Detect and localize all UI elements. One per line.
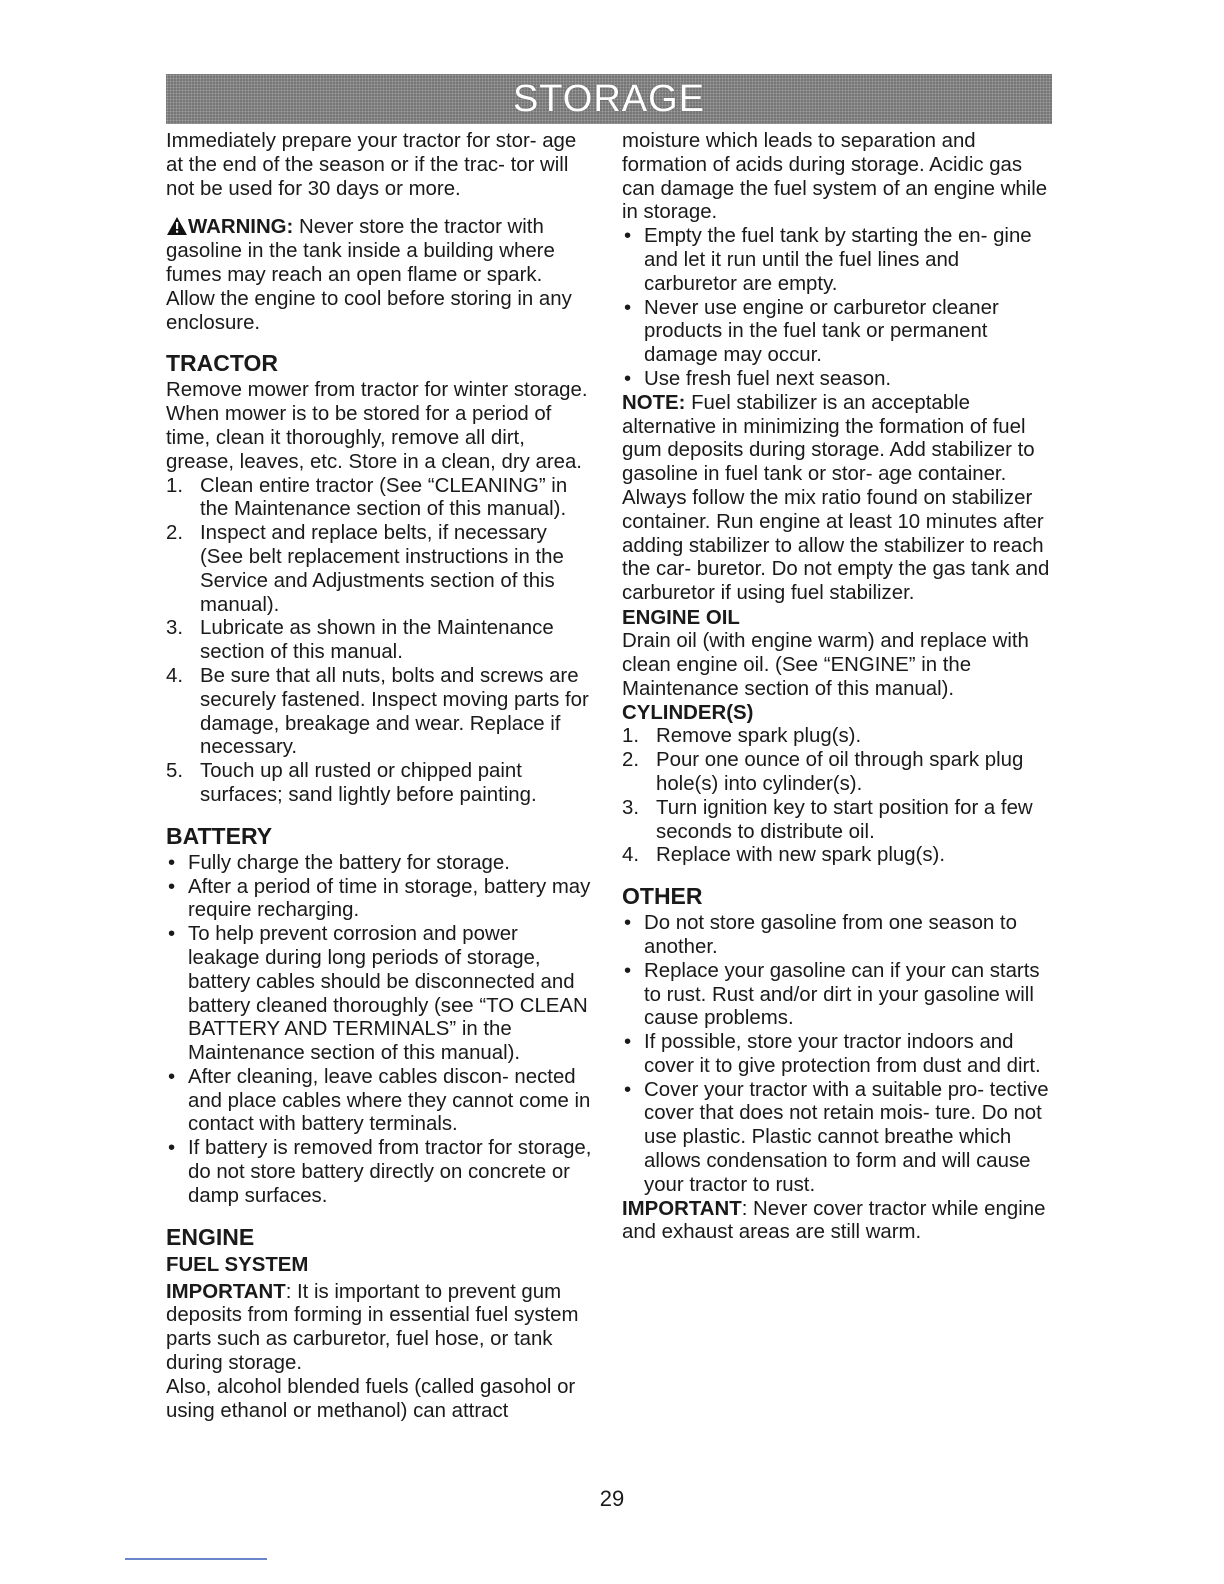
list-item: • If possible, store your tractor indoors and cover it to give protection from dust and dirt. <box>624 1031 1041 1077</box>
warning-block <box>166 213 594 335</box>
page-title: STORAGE <box>512 77 706 120</box>
intro-text: Immediately prepare your tractor for stor- age at the end of the season or if the trac- tor will not be used for 30 days or more. <box>166 130 577 200</box>
important-label: IMPORTANT <box>166 1280 286 1303</box>
tractor-heading: TRACTOR <box>166 350 279 377</box>
bottom-rule <box>125 1558 267 1560</box>
list-item: 1. Clean entire tractor (See “CLEANING” in the Maintenance section of this manual). <box>166 474 568 521</box>
note-text: Fuel stabilizer is an acceptable alternative in minimizing the formation of fuel gum deposits during storage. Add stabilizer to gasoline in fuel tank or stor- age container. Always follow the mix ratio found on stabilizer container. Run engine at least 10 minutes after adding stabilizer to allow the stabilizer to reach the car- buretor. Do not empty the gas tank and carburetor if using fuel stabilizer. <box>622 391 1050 605</box>
bullet-icon: • <box>624 367 632 390</box>
list-item: 4. Be sure that all nuts, bolts and screws are securely fastened. Inspect moving parts for damage, breakage and wear. Replace if necessary. <box>166 664 589 759</box>
list-item: • Fully charge the battery for storage. <box>168 851 510 874</box>
battery-list <box>166 852 594 1209</box>
list-item: • Empty the fuel tank by starting the en- gine and let it run until the fuel lines and carburetor are empty. <box>624 225 1032 295</box>
important-paragraph <box>166 1281 594 1376</box>
engine-oil-text: Drain oil (with engine warm) and replace with clean engine oil. (See “ENGINE” in the Maintenance section of this manual). <box>622 629 1029 700</box>
list-item: • Use fresh fuel next season. <box>624 367 892 390</box>
page-number: 29 <box>599 1486 625 1511</box>
engine-oil-heading: ENGINE OIL <box>622 606 740 629</box>
tractor-text: Remove mower from tractor for winter storage. When mower is to be stored for a period of time, clean it thoroughly, remove all dirt, grease, leaves, etc. Store in a clean, dry area. <box>166 379 588 473</box>
list-item: 1. Remove spark plug(s). <box>622 725 862 748</box>
important2-label: IMPORTANT <box>622 1197 742 1220</box>
fuel-list <box>622 225 1052 392</box>
bullet-icon: • <box>624 296 632 319</box>
list-item: 4. Replace with new spark plug(s). <box>622 844 945 867</box>
left-column <box>166 130 594 1423</box>
right-column <box>622 130 1052 1245</box>
bullet-icon: • <box>624 959 632 982</box>
list-item: • Cover your tractor with a suitable pro- tective cover that does not retain mois- ture. Do not use plastic. Plastic cannot breathe which allows condensation to form and will cause your tractor to rust. <box>624 1078 1049 1196</box>
note-paragraph <box>622 392 1052 606</box>
battery-heading: BATTERY <box>166 822 273 849</box>
cylinders-heading: CYLINDER(S) <box>622 702 754 725</box>
engine-heading: ENGINE <box>166 1223 255 1250</box>
bullet-icon: • <box>624 912 632 935</box>
storage-banner <box>166 74 1052 124</box>
important-text: : It is important to prevent gum deposits from forming in essential fuel system parts such as carburetor, fuel hose, or tank during storage. <box>166 1280 579 1375</box>
warning-text: Never store the tractor with gasoline in the tank inside a building where fumes may reach an open flame or spark. Allow the engine to cool before storing in any enclosure. <box>166 216 572 334</box>
list-item: 2. Pour one ounce of oil through spark plug hole(s) into cylinder(s). <box>622 749 1024 795</box>
fuel-system-heading: FUEL SYSTEM <box>166 1253 309 1276</box>
list-item: • After cleaning, leave cables discon- nected and place cables where they cannot come in contact with battery terminals. <box>168 1065 591 1136</box>
note-label: NOTE: <box>622 391 686 414</box>
alcohol-text: Also, alcohol blended fuels (called gasohol or using ethanol or methanol) can attract <box>166 1375 576 1422</box>
list-item: • Never use engine or carburetor cleaner products in the fuel tank or permanent damage may occur. <box>624 296 999 367</box>
bullet-icon: • <box>168 1065 176 1088</box>
tractor-steps <box>166 475 594 808</box>
important2-text: : Never cover tractor while engine and exhaust areas are still warm. <box>622 1197 1046 1244</box>
list-item: • Replace your gasoline can if your can starts to rust. Rust and/or dirt in your gasoline will cause problems. <box>624 959 1040 1030</box>
bullet-icon: • <box>168 923 176 946</box>
continued-text: moisture which leads to separation and formation of acids during storage. Acidic gas can damage the fuel system of an engine while in storage. <box>622 130 1048 224</box>
other-heading: OTHER <box>622 883 703 910</box>
bullet-icon: • <box>168 1137 176 1160</box>
cylinder-steps <box>622 725 1052 868</box>
warning-label: WARNING: <box>188 216 294 239</box>
list-item: • Do not store gasoline from one season to another. <box>624 912 1017 958</box>
list-item: 3. Lubricate as shown in the Maintenance section of this manual. <box>166 617 554 664</box>
list-item: • To help prevent corrosion and power leakage during long periods of storage, battery cables should be disconnected and battery cleaned thoroughly (see “TO CLEAN BATTERY AND TERMINALS” in the Maintenance section of this manual). <box>168 923 588 1065</box>
other-list <box>622 912 1052 1198</box>
important2-paragraph <box>622 1198 1052 1246</box>
bullet-icon: • <box>168 851 176 874</box>
bullet-icon: • <box>624 225 632 248</box>
list-item: • If battery is removed from tractor for storage, do not store battery directly on concrete or damp surfaces. <box>168 1137 592 1207</box>
list-item: • After a period of time in storage, battery may require recharging. <box>168 875 591 922</box>
list-item: 3. Turn ignition key to start position for a few seconds to distribute oil. <box>622 796 1033 843</box>
warning-triangle-icon <box>166 216 188 236</box>
list-item: 2. Inspect and replace belts, if necessary (See belt replacement instructions in the Service and Adjustments section of this manual). <box>166 522 564 616</box>
bullet-icon: • <box>624 1031 632 1054</box>
bullet-icon: • <box>168 875 176 898</box>
bullet-icon: • <box>624 1078 632 1101</box>
list-item: 5. Touch up all rusted or chipped paint surfaces; sand lightly before painting. <box>166 760 537 806</box>
